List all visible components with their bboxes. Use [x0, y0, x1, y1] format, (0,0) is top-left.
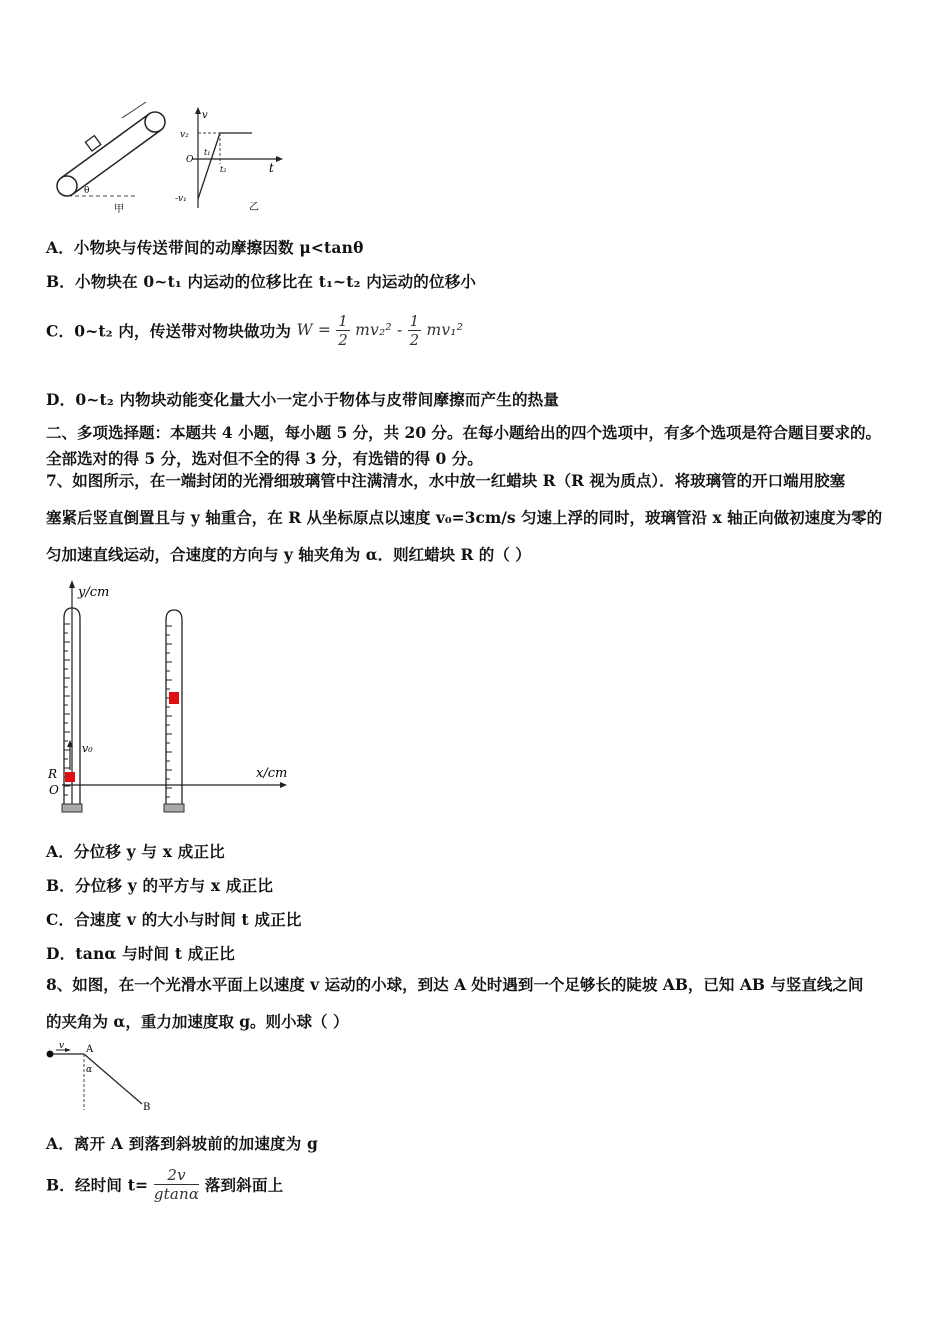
- q7-stem-line3: 匀加速直线运动，合速度的方向与 y 轴夹角为 α．则红蜡块 R 的（ ）: [46, 545, 531, 564]
- v-label: v: [59, 1042, 65, 1051]
- b-label: B: [143, 1102, 151, 1113]
- slope-ab: [84, 1054, 142, 1104]
- r-label: R: [48, 767, 58, 781]
- fraction-2-den: 2: [409, 331, 420, 349]
- jia-label: 甲: [114, 204, 124, 215]
- fraction-1: [336, 312, 350, 349]
- conveyor-belt-figure: [50, 100, 180, 215]
- ball: [47, 1051, 54, 1058]
- q8-option-b-pre: B．经时间 t=: [46, 1175, 149, 1195]
- fraction-2-num: 1: [409, 312, 420, 330]
- q8-option-b: [46, 1166, 283, 1203]
- q7-option-c: C．合速度 v 的大小与时间 t 成正比: [46, 910, 302, 929]
- formula-term-1: mv₂²: [355, 320, 392, 339]
- alpha-label: α: [86, 1065, 93, 1075]
- time-fraction-den: gtanα: [153, 1185, 200, 1203]
- q7-stem: [46, 462, 908, 573]
- block: [85, 136, 100, 151]
- wax-block-right: [169, 692, 179, 704]
- formula-term-2: mv₁²: [426, 320, 464, 339]
- y-axis-label: y/cm: [78, 585, 110, 600]
- q6-option-b: B．小物块在 0~t₁ 内运动的位移比在 t₁~t₂ 内运动的位移小: [46, 272, 477, 291]
- section2-line2: 全部选对的得 5 分，选对但不全的得 3 分，有选错的得 0 分。: [46, 449, 483, 468]
- q8-stem: [46, 966, 908, 1040]
- q8-stem-line1: 8、如图，在一个光滑水平面上以速度 v 运动的小球，到达 A 处时遇到一个足够长的陡坡 AB，已知 AB 与竖直线之间: [46, 975, 864, 994]
- q7-option-d: D．tanα 与时间 t 成正比: [46, 944, 235, 963]
- section2-line1: 二、多项选择题：本题共 4 小题，每小题 5 分，共 20 分。在每小题给出的四个选项中，有多个选项是符合题目要求的。: [46, 423, 882, 442]
- v2-label: v₂: [180, 130, 189, 140]
- glass-tube-figure: [44, 578, 294, 816]
- q8-stem-line2: 的夹角为 α，重力加速度取 g。则小球（ ）: [46, 1012, 349, 1031]
- theta-label: θ: [84, 186, 90, 196]
- q6-option-d: D．0~t₂ 内物块动能变化量大小一定小于物体与皮带间摩擦而产生的热量: [46, 390, 560, 409]
- t-axis-label: t: [269, 161, 274, 175]
- neg-v1-label: -v₁: [175, 194, 187, 204]
- q6-option-c: [46, 312, 463, 349]
- q7-stem-line1: 7、如图所示，在一端封闭的光滑细玻璃管中注满清水，水中放一红蜡块 R（R 视为质点）．将玻璃管的开口端用胶塞: [46, 471, 846, 490]
- time-fraction: [154, 1166, 199, 1203]
- q7-stem-line2: 塞紧后竖直倒置且与 y 轴重合，在 R 从坐标原点以速度 v₀=3cm/s 匀速上浮的同时，玻璃管沿 x 轴正向做初速度为零的: [46, 508, 883, 527]
- formula-lhs: W =: [296, 320, 332, 339]
- fraction-1-den: 2: [338, 331, 349, 349]
- tube-right: [166, 610, 182, 810]
- fraction-2: [408, 312, 422, 349]
- time-fraction-num: 2v: [154, 1166, 199, 1185]
- vt-graph: [172, 104, 287, 216]
- q7-option-b: B．分位移 y 的平方与 x 成正比: [46, 876, 274, 895]
- a-label: A: [86, 1044, 94, 1055]
- q6-option-a: A．小物块与传送带间的动摩擦因数 μ<tanθ: [46, 238, 364, 257]
- formula-op: -: [396, 320, 403, 339]
- q8-option-b-post: 落到斜面上: [204, 1175, 284, 1195]
- x-axis-label: x/cm: [256, 766, 288, 781]
- origin-label: O: [186, 155, 194, 165]
- o-label: O: [49, 783, 59, 797]
- t2-label: t₂: [220, 165, 227, 174]
- q6-option-c-text: C．0~t₂ 内，传送带对物块做功为: [46, 321, 292, 341]
- fraction-1-num: 1: [338, 312, 349, 330]
- q7-option-a: A．分位移 y 与 x 成正比: [46, 842, 225, 861]
- yi-label: 乙: [249, 202, 259, 213]
- work-formula: [296, 312, 464, 349]
- v0-label: v₀: [82, 742, 93, 755]
- q8-option-a: A．离开 A 到落到斜坡前的加速度为 g: [46, 1134, 319, 1153]
- slope-figure: [44, 1042, 159, 1116]
- vt-line: [198, 133, 220, 199]
- t1-label: t₁: [204, 148, 211, 157]
- wax-block-left: [65, 772, 75, 782]
- v-axis-label: v: [202, 110, 208, 121]
